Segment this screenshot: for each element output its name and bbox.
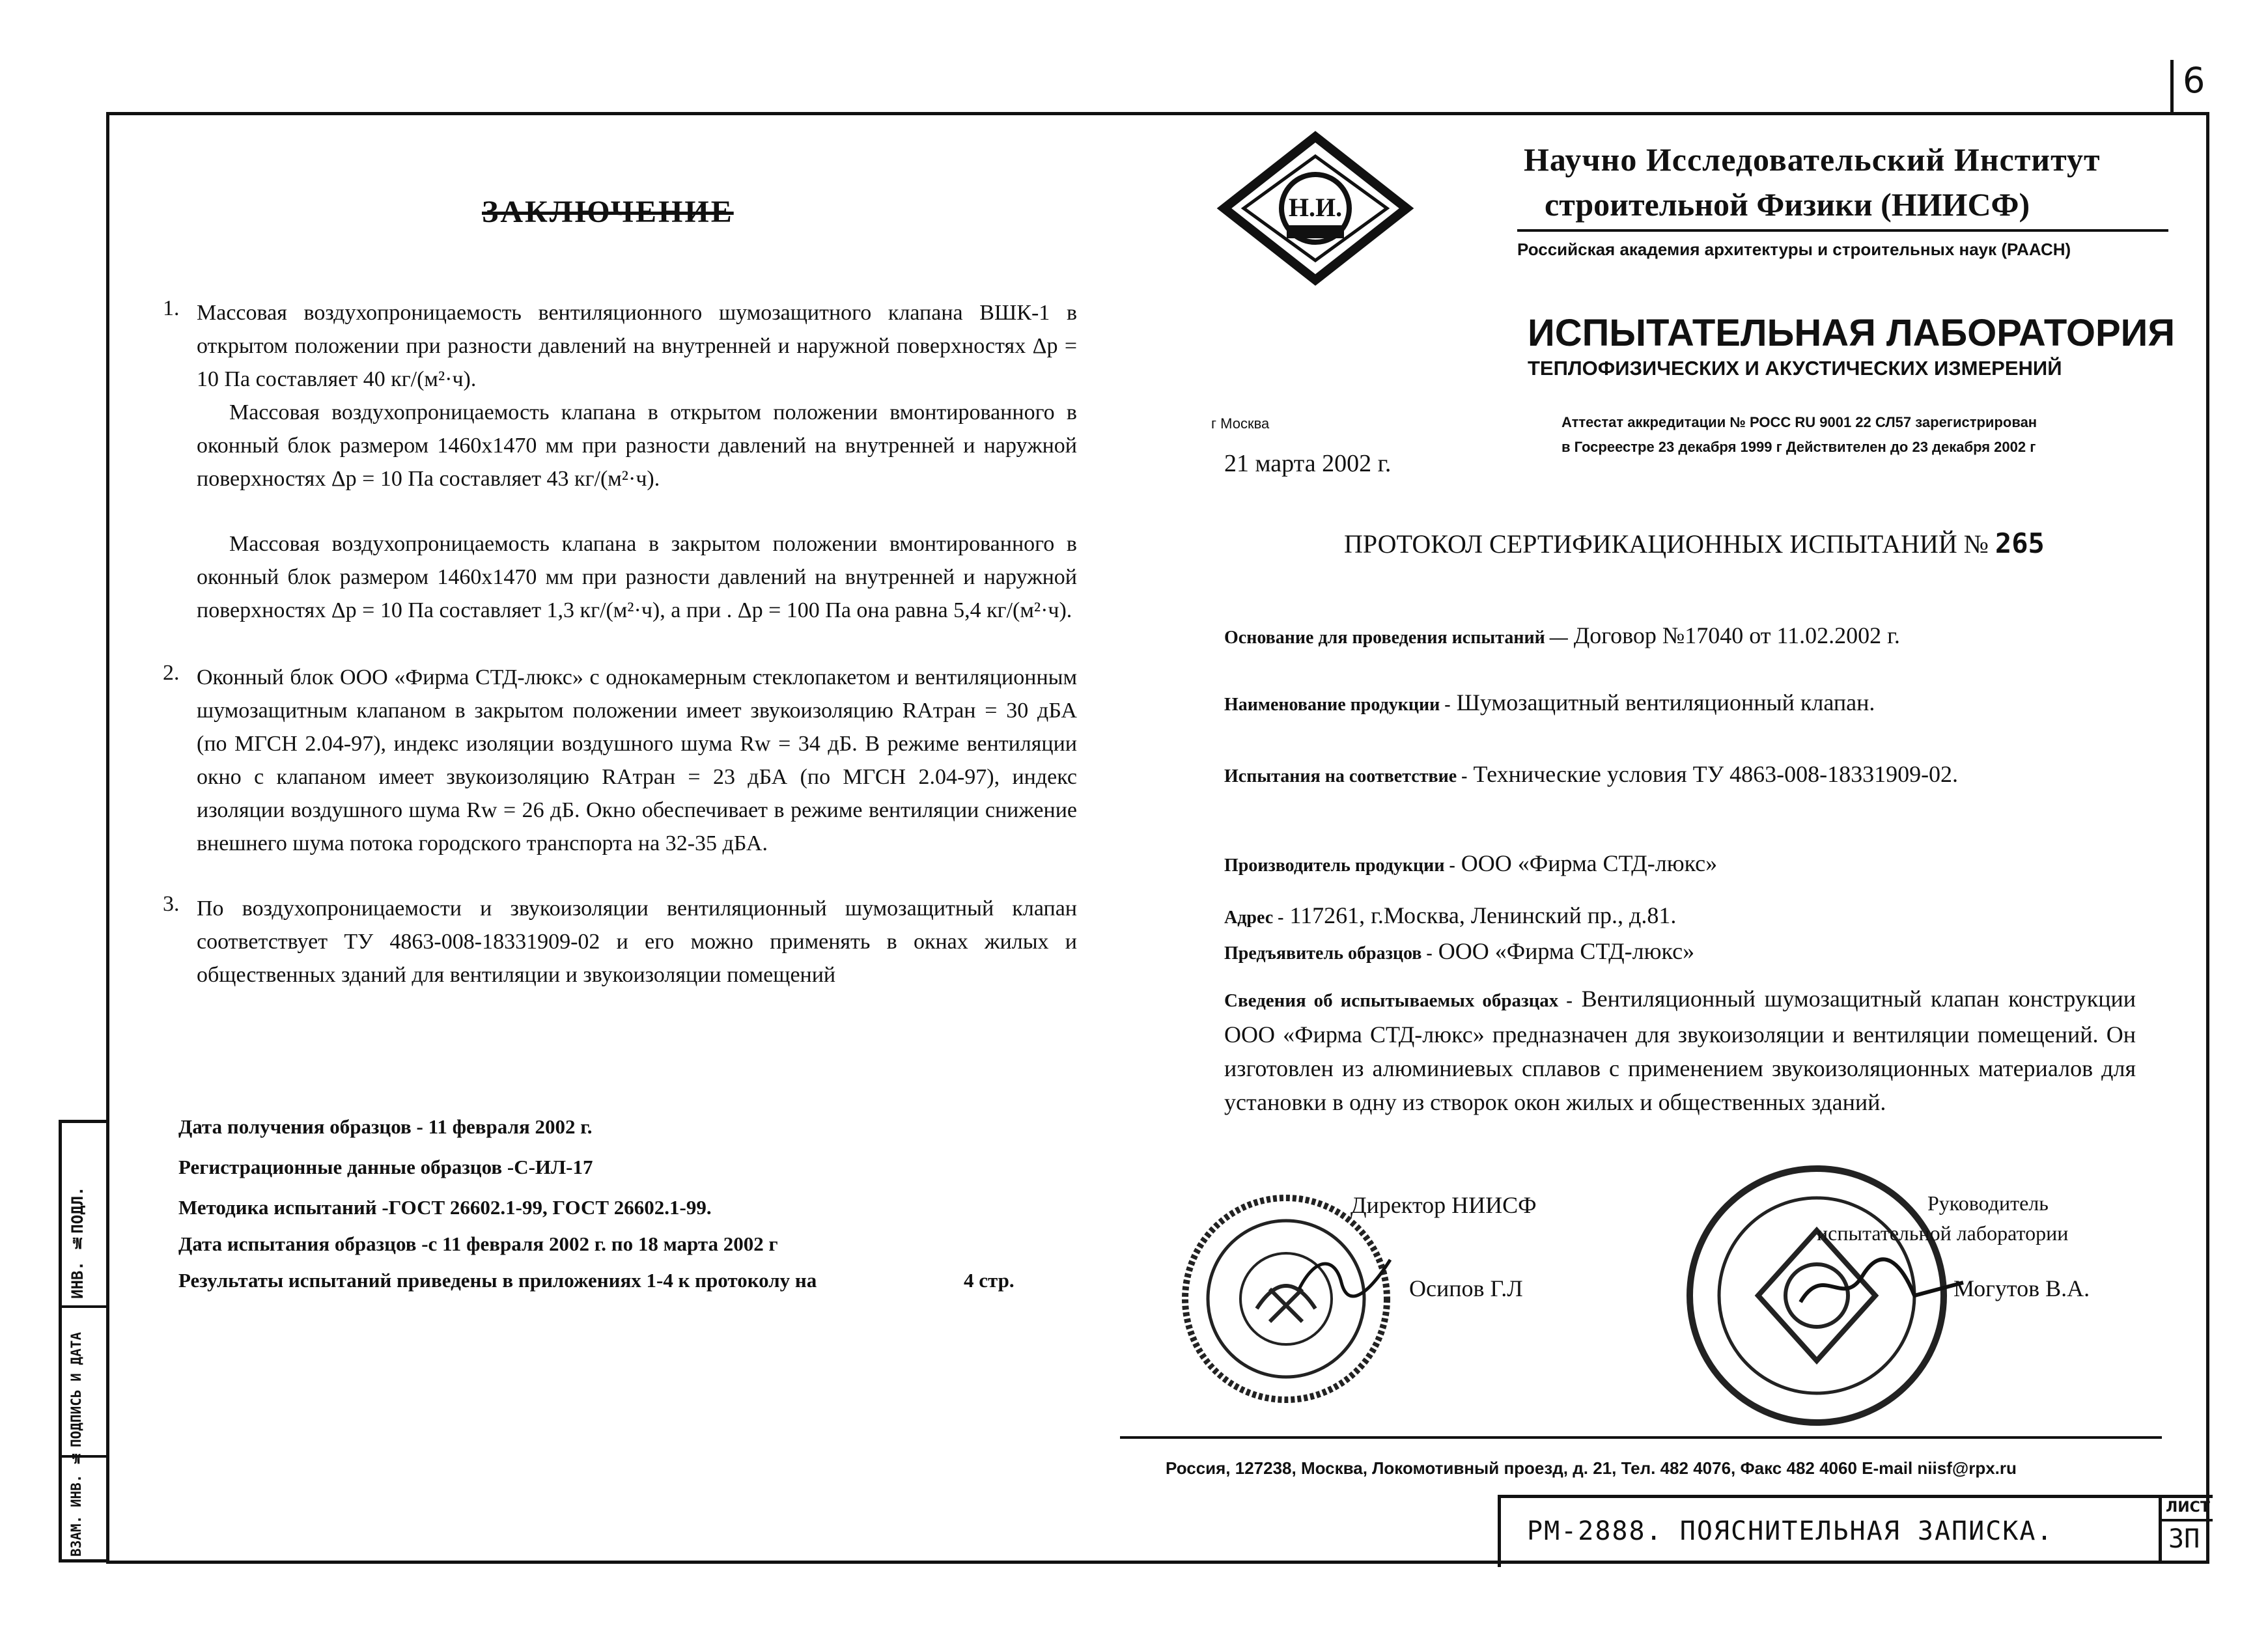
lab-title: ИСПЫТАТЕЛЬНАЯ ЛАБОРАТОРИЯ (1528, 312, 2176, 354)
director-title: Директор НИИСФ (1351, 1192, 1537, 1218)
niisf-logo-icon (1211, 130, 1420, 286)
item-2-para: Оконный блок ООО «Фирма СТД-люкс» с однокамерным стеклопакетом и вентиляционным шумозащитным клапаном в закрытом положении имеет звукоизоляцию RAтран = 30 дБА (по МГСН 2.04-97), индекс изоляции воздушного шума Rw = 34 дБ. В режиме вентиляции окно с клапаном имеет звукоизоляцию RAтран = 23 дБА (по МГСН 2.04-97), индекс изоляции воздушного шума Rw = 26 дБ. Окно обеспечивает в режиме вентиляции снижение внешнего шума потока городского транспорта на 32-35 дБА. (197, 665, 1077, 855)
field-product-value: Шумозащитный вентиляционный клапан. (1456, 689, 1875, 715)
strip-cell-sign (62, 1305, 106, 1458)
institute-name-line1: Научно Исследовательский Институт (1524, 141, 2101, 178)
accreditation (1561, 410, 2037, 460)
sheet-cell (2159, 1498, 2213, 1563)
lab-head-signature-icon (1797, 1257, 1967, 1315)
protocol-date: 21 марта 2002 г. (1224, 450, 1392, 477)
field-address-label: Адрес - (1224, 908, 1284, 928)
field-address-value: 117261, г.Москва, Ленинский пр., д.81. (1289, 902, 1677, 928)
sheet-value: 3П (2168, 1524, 2200, 1554)
results-pages: 4 стр. (964, 1269, 1015, 1292)
test-method: Методика испытаний -ГОСТ 26602.1-99, ГОСТ 26602.1-99. (178, 1196, 712, 1219)
page-number: 6 (2183, 60, 2205, 101)
academy-name: Российская академия архитектуры и строительных наук (РААСН) (1517, 240, 2071, 259)
item-3-number: 3. (163, 892, 180, 916)
results-note: Результаты испытаний приведены в приложениях 1-4 к протоколу на (178, 1269, 817, 1292)
sample-received: Дата получения образцов - 11 февраля 2002 г. (178, 1115, 593, 1138)
strip-text-vzam: ВЗАМ. ИНВ. № (68, 1450, 84, 1557)
protocol-title (1344, 527, 2045, 559)
item-2-number: 2. (163, 661, 180, 685)
lab-subtitle: ТЕПЛОФИЗИЧЕСКИХ И АКУСТИЧЕСКИХ ИЗМЕРЕНИЙ (1528, 357, 2062, 380)
field-manufacturer-label: Производитель продукции - (1224, 855, 1455, 876)
field-product (1224, 689, 1875, 716)
document-name: РМ-2888. ПОЯСНИТЕЛЬНАЯ ЗАПИСКА. (1527, 1516, 2054, 1546)
field-basis-value: Договор №17040 от 11.02.2002 г. (1573, 622, 1900, 648)
institute-name-line2: строительной Физики (НИИСФ) (1545, 186, 2030, 223)
conclusion-heading: ЗАКЛЮЧЕНИЕ (482, 195, 734, 229)
left-stamp-strip (59, 1120, 109, 1562)
field-manufacturer (1224, 850, 1717, 877)
accreditation-line1: Аттестат аккредитации № РОСС RU 9001 22 СЛ57 зарегистрирован (1561, 414, 2037, 430)
field-address (1224, 902, 1676, 929)
field-presenter-value: ООО «Фирма СТД-люкс» (1438, 938, 1695, 964)
item-1-para-2: Массовая воздухопроницаемость клапана в открытом положении вмонтированного в оконный блок размером 1460х1470 мм при разности давлений на внутренней и наружной поверхностях Δр = 10 Па составляет 43 кг/(м²·ч). (197, 400, 1077, 491)
field-compliance (1224, 760, 1958, 788)
item-3-para: По воздухопроницаемости и звукоизоляции вентиляционный шумозащитный клапан соответствует ТУ 4863-008-18331909-02 и его можно применять в окнах жилых и общественных зданий для вентиляции и звукоизоляции помещений (197, 896, 1077, 987)
sample-registration: Регистрационные данные образцов -С-ИЛ-17 (178, 1156, 593, 1178)
item-1-number: 1. (163, 296, 180, 320)
sheet-divider (2162, 1519, 2213, 1521)
test-dates: Дата испытания образцов -с 11 февраля 2002 г. по 18 марта 2002 г (178, 1232, 778, 1255)
item-1-para-3: Массовая воздухопроницаемость клапана в закрытом положении вмонтированного в оконный блок размером 1460х1470 мм при разности давлений на внутренней и наружной поверхностях Δр = 10 Па составляет 1,3 кг/(м²·ч), а при . Δр = 100 Па она равна 5,4 кг/(м²·ч). (197, 532, 1077, 622)
field-manufacturer-value: ООО «Фирма СТД-люкс» (1461, 850, 1718, 876)
field-product-label: Наименование продукции - (1224, 695, 1451, 715)
institute-address-footer: Россия, 127238, Москва, Локомотивный проезд, д. 21, Тел. 482 4076, Факс 482 4060 E-mail niisf@rpx.ru (1166, 1458, 2017, 1478)
field-samples (1224, 982, 2136, 1119)
lab-head-name: Могутов В.А. (1953, 1275, 2090, 1301)
sheet-label: ЛИСТ (2166, 1499, 2210, 1516)
field-samples-label: Сведения об испытываемых образцах - (1224, 990, 1573, 1011)
lab-head-title-1: Руководитель (1927, 1191, 2049, 1215)
director-name: Осипов Г.Л (1409, 1275, 1523, 1301)
svg-text:Н.И.: Н.И. (1288, 193, 1343, 222)
footer-divider (1120, 1436, 2162, 1439)
lab-head-title-2: испытательной лаборатории (1817, 1221, 2069, 1245)
field-basis (1224, 622, 1900, 649)
title-block (1498, 1495, 2213, 1567)
field-presenter-label: Предъявитель образцов - (1224, 943, 1433, 964)
field-presenter (1224, 938, 1694, 965)
field-basis-label: Основание для проведения испытаний — (1224, 628, 1568, 648)
strip-text-inv: ИНВ. №ПОДЛ. (68, 1186, 87, 1299)
protocol-title-text: ПРОТОКОЛ СЕРТИФИКАЦИОННЫХ ИСПЫТАНИЙ № (1344, 529, 1989, 559)
field-compliance-label: Испытания на соответствие - (1224, 766, 1468, 786)
strip-cell-vzam (62, 1450, 106, 1561)
strip-text-sign: ПОДПИСЬ И ДАТА (68, 1331, 84, 1447)
city: г Москва (1211, 415, 1270, 432)
strip-cell-inv (62, 1123, 106, 1308)
institute-divider (1517, 229, 2168, 232)
director-signature-icon (1296, 1250, 1393, 1302)
page-number-box (2170, 60, 2213, 113)
item-1-para-1: Массовая воздухопроницаемость вентиляционного шумозащитного клапана ВШК-1 в открытом положении при разности давлений на внутренней и наружной поверхностях Δр = 10 Па составляет 40 кг/(м²·ч). (197, 301, 1077, 391)
protocol-number: 265 (1995, 527, 2045, 559)
field-samples-value: Вентиляционный шумозащитный клапан конструкции ООО «Фирма СТД-люкс» предназначен для звукоизоляции и вентиляции помещений. Он изготовлен из алюминиевых сплавов с применением звукоизоляционных материалов для установки в одну из створок окон жилых и общественных зданий. (1224, 986, 2136, 1115)
field-compliance-value: Технические условия ТУ 4863-008-18331909-02. (1473, 761, 1959, 787)
accreditation-line2: в Госреестре 23 декабря 1999 г Действителен до 23 декабря 2002 г (1561, 439, 2036, 455)
